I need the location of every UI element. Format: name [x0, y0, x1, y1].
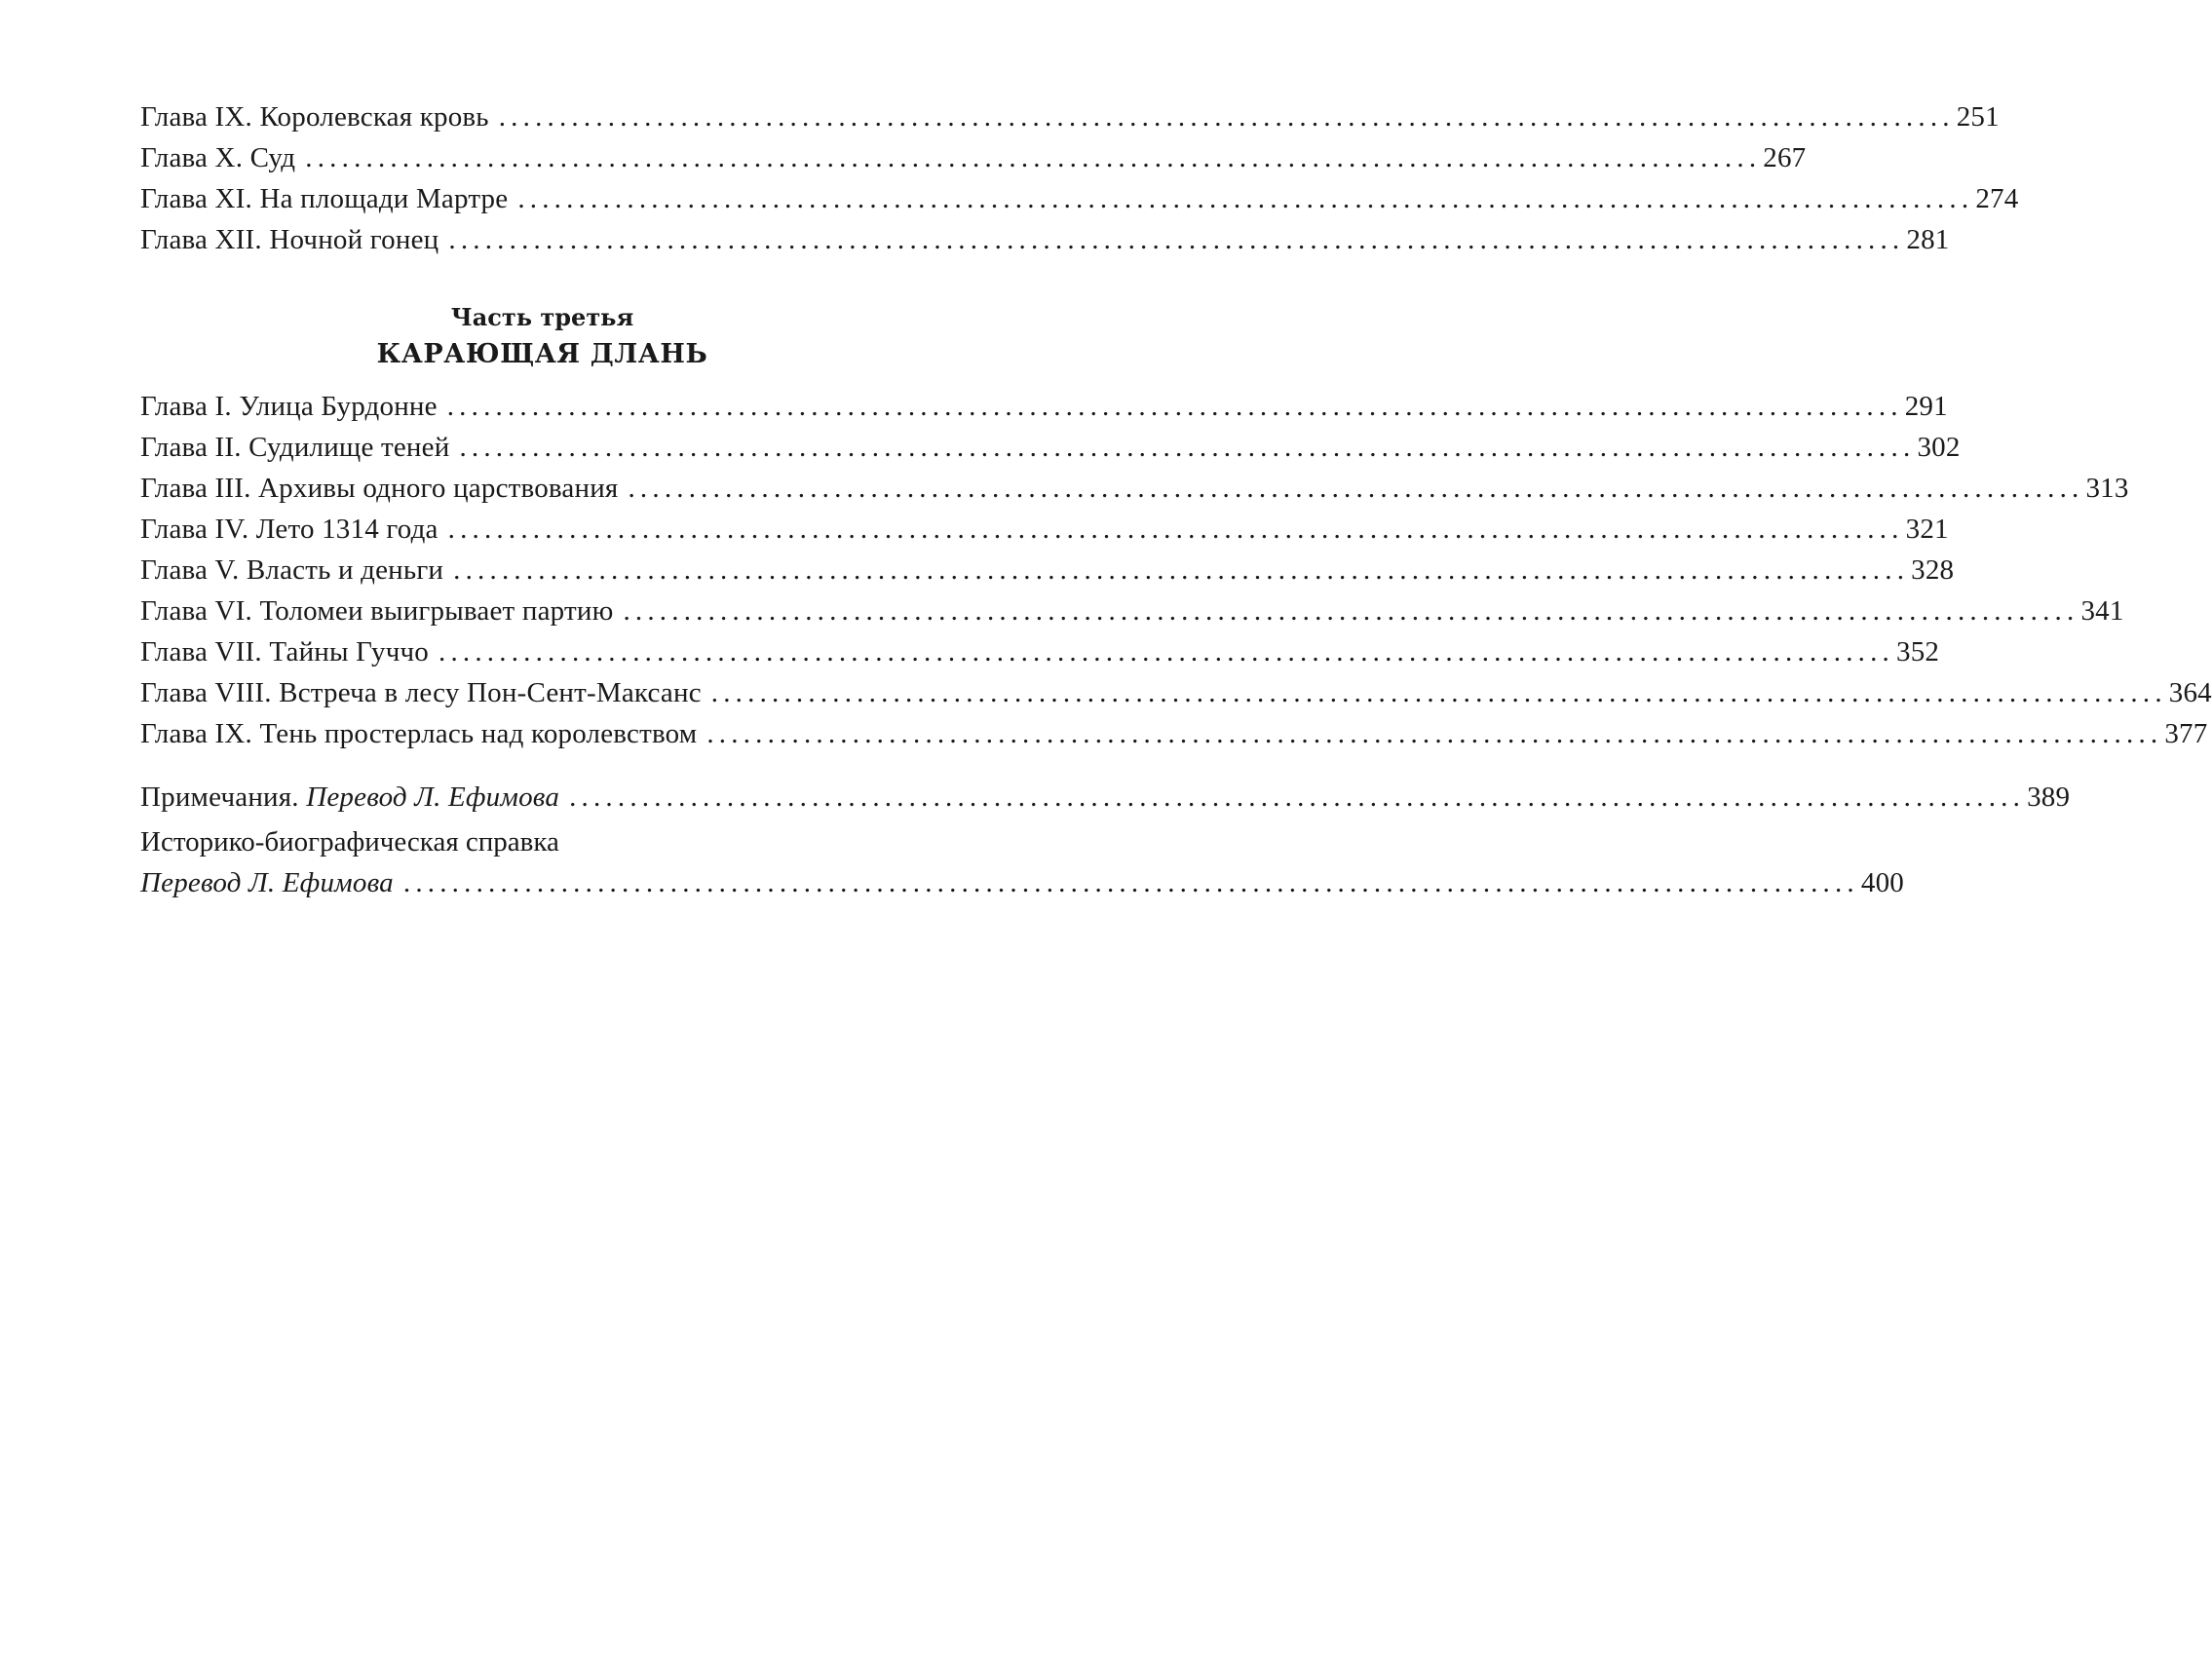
toc-entry[interactable]	[140, 713, 2208, 754]
dot-leader: ........................................................................................................................	[459, 432, 1916, 463]
page-number: 377	[2164, 718, 2208, 749]
toc-entry[interactable]	[140, 178, 2019, 219]
dot-leader: ........................................................................................................................	[447, 514, 1904, 545]
page-number: 281	[1906, 224, 1950, 255]
page-number: 364	[2168, 677, 2212, 708]
dot-leader: ........................................................................................................................	[706, 718, 2163, 749]
part-label: Часть третья	[450, 303, 634, 331]
notes-translator: Перевод Л. Ефимова	[306, 781, 560, 813]
toc-entry[interactable]	[140, 509, 1949, 550]
toc-entry[interactable]	[140, 427, 1961, 468]
dot-leader: ........................................................................................................................	[448, 224, 1905, 255]
chapter-title: Глава VIII. Встреча в лесу Пон-Сент-Максанс	[140, 677, 702, 708]
toc-part3	[140, 386, 2212, 754]
notes-title-group	[140, 777, 569, 818]
dot-leader: ........................................................................................................................	[446, 391, 1903, 422]
toc-entry[interactable]	[140, 550, 1955, 591]
chapter-title: Глава IV. Лето 1314 года	[140, 514, 439, 545]
dot-leader: ........................................................................................................................	[453, 554, 1910, 586]
toc-entry-reference[interactable]	[140, 862, 1904, 903]
toc-entry[interactable]	[140, 631, 1940, 672]
dot-leader: ........................................................................................................................	[628, 473, 2084, 504]
toc-entry[interactable]	[140, 672, 2212, 713]
toc-entry-notes[interactable]	[140, 777, 2071, 818]
chapter-title: Глава VII. Тайны Гуччо	[140, 636, 429, 667]
dot-leader: ........................................................................................................................	[305, 142, 1762, 173]
page-number: 313	[2085, 473, 2129, 504]
chapter-title: Глава XII. Ночной гонец	[140, 224, 439, 255]
page-number: 400	[1860, 867, 1904, 898]
toc-entry[interactable]	[140, 137, 1807, 178]
toc-entry[interactable]	[140, 386, 1948, 427]
part-title: КАРАЮЩАЯ ДЛАНЬ	[376, 339, 708, 369]
chapter-title: Глава II. Судилище теней	[140, 432, 450, 463]
dot-leader: ........................................................................................................................	[710, 677, 2167, 708]
page-number: 302	[1917, 432, 1961, 463]
chapter-title: Глава VI. Толомеи выигрывает партию	[140, 595, 614, 627]
page-number: 291	[1904, 391, 1948, 422]
page-number: 267	[1763, 142, 1807, 173]
toc-part2-tail	[140, 96, 2019, 260]
chapter-title: Глава X. Суд	[140, 142, 296, 173]
page-number: 251	[1956, 101, 2000, 133]
dot-leader: ........................................................................................................................	[569, 781, 2026, 813]
notes-title: Примечания.	[140, 781, 299, 813]
part-heading	[140, 300, 944, 374]
toc-entry[interactable]	[140, 468, 2129, 509]
page-number: 321	[1905, 514, 1949, 545]
page-number: 274	[1975, 183, 2019, 214]
chapter-title: Глава IX. Королевская кровь	[140, 101, 489, 133]
chapter-title: Глава IX. Тень простерлась над королевством	[140, 718, 698, 749]
reference-title[interactable]: Историко-биографическая справка	[140, 826, 559, 858]
dot-leader: ........................................................................................................................	[498, 101, 1955, 133]
chapter-title: Глава I. Улица Бурдонне	[140, 391, 438, 422]
page-number: 352	[1896, 636, 1940, 667]
dot-leader: ........................................................................................................................	[623, 595, 2079, 627]
toc-entry[interactable]	[140, 219, 1950, 260]
page-number: 328	[1911, 554, 1955, 586]
toc-appendix	[140, 777, 2071, 903]
dot-leader: ........................................................................................................................	[402, 867, 1859, 898]
reference-translator: Перевод Л. Ефимова	[140, 867, 394, 898]
toc-entry[interactable]	[140, 96, 2000, 137]
chapter-title: Глава XI. На площади Мартре	[140, 183, 509, 214]
dot-leader: ........................................................................................................................	[439, 636, 1894, 667]
dot-leader: ........................................................................................................................	[517, 183, 1974, 214]
chapter-title: Глава III. Архивы одного царствования	[140, 473, 619, 504]
toc-entry[interactable]	[140, 591, 2124, 631]
page-number: 389	[2027, 781, 2071, 813]
page-number: 341	[2080, 595, 2124, 627]
chapter-title: Глава V. Власть и деньги	[140, 554, 444, 586]
